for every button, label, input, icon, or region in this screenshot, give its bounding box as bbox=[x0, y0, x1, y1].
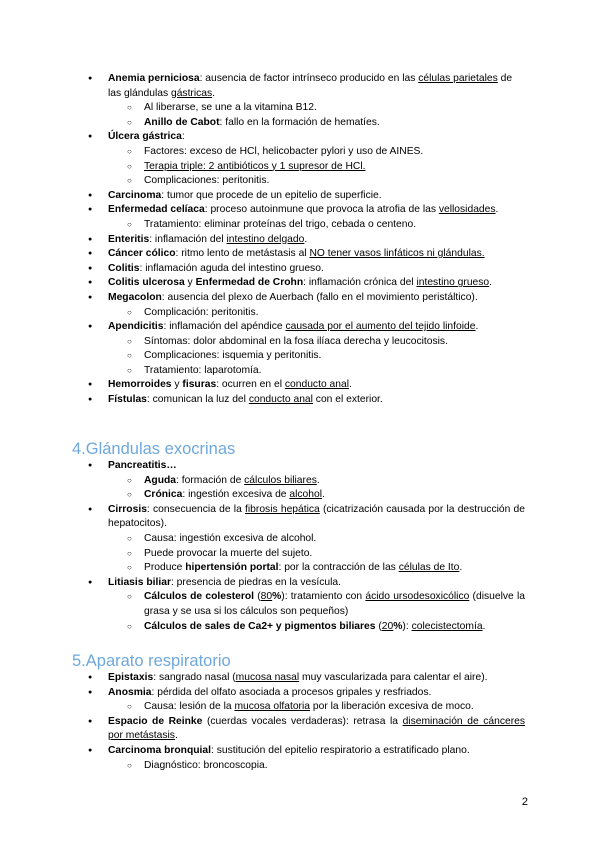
pathology-list-digestive bbox=[0, 72, 600, 408]
list-item: ● Colitis ulcerosa y Enfermedad de Crohn: inflamación crónica del intestino grueso. bbox=[0, 276, 600, 291]
list-item: ● Anemia perniciosa: ausencia de factor intrínseco producido en las células parietales de las glándulas gástricas. bbox=[0, 72, 600, 101]
list-item: ● Cirrosis: consecuencia de la fibrosis hepática (cicatrización causada por la destrucción de hepatocitos). bbox=[0, 503, 600, 532]
pathology-list-glands bbox=[0, 459, 600, 634]
list-item: ● Carcinoma: tumor que procede de un epitelio de superficie. bbox=[0, 189, 600, 204]
sub-list-item: ○ Anillo de Cabot: fallo en la formación de hematíes. bbox=[0, 116, 600, 131]
sub-list-item: ○ Puede provocar la muerte del sujeto. bbox=[0, 547, 600, 562]
list-item: ● Pancreatitis… bbox=[0, 459, 600, 474]
list-item: ● Espacio de Reinke (cuerdas vocales verdaderas): retrasa la diseminación de cánceres por metástasis. bbox=[0, 715, 600, 744]
sub-list-item: ○ Al liberarse, se une a la vitamina B12. bbox=[0, 101, 600, 116]
section-heading-glandulas: 4.Glándulas exocrinas bbox=[72, 440, 236, 458]
sub-list-item: ○ Crónica: ingestión excesiva de alcohol. bbox=[0, 488, 600, 503]
list-item: ● Litiasis biliar: presencia de piedras en la vesícula. bbox=[0, 576, 600, 591]
sub-list-item: ○ Complicaciones: isquemia y peritonitis. bbox=[0, 349, 600, 364]
list-item: ● Enfermedad celíaca: proceso autoinmune que provoca la atrofia de las vellosidades. bbox=[0, 203, 600, 218]
sub-list-item: ○ Aguda: formación de cálculos biliares. bbox=[0, 474, 600, 489]
sub-list-item: ○ Cálculos de colesterol (80%): tratamiento con ácido ursodesoxicólico (disuelve la grasa y se usa si los cálculos son pequeños) bbox=[0, 590, 600, 619]
sub-list-item: ○ Causa: lesión de la mucosa olfatoria por la liberación excesiva de moco. bbox=[0, 700, 600, 715]
sub-list-item: ○ Causa: ingestión excesiva de alcohol. bbox=[0, 532, 600, 547]
list-item: ● Colitis: inflamación aguda del intestino grueso. bbox=[0, 262, 600, 277]
list-item: ● Epistaxis: sangrado nasal (mucosa nasal muy vascularizada para calentar el aire). bbox=[0, 671, 600, 686]
list-item: ● Úlcera gástrica: bbox=[0, 130, 600, 145]
list-item: ● Cáncer cólico: ritmo lento de metástasis al NO tener vasos linfáticos ni glándulas. bbox=[0, 247, 600, 262]
list-item: ● Enteritis: inflamación del intestino delgado. bbox=[0, 233, 600, 248]
sub-list-item: ○ Produce hipertensión portal: por la contracción de las células de Ito. bbox=[0, 561, 600, 576]
section-heading-respiratorio: 5.Aparato respiratorio bbox=[72, 652, 231, 670]
sub-list-item: ○ Complicación: peritonitis. bbox=[0, 306, 600, 321]
sub-list-item: ○ Tratamiento: laparotomía. bbox=[0, 364, 600, 379]
list-item: ● Megacolon: ausencia del plexo de Auerbach (fallo en el movimiento peristáltico). bbox=[0, 291, 600, 306]
list-item: ● Apendicitis: inflamación del apéndice causada por el aumento del tejido linfoide. bbox=[0, 320, 600, 335]
sub-list-item: ○ Cálculos de sales de Ca2+ y pigmentos biliares (20%): colecistectomía. bbox=[0, 620, 600, 635]
pathology-list-respiratory bbox=[0, 671, 600, 773]
sub-list-item: ○ Complicaciones: peritonitis. bbox=[0, 174, 600, 189]
list-item: ● Carcinoma bronquial: sustitución del epitelio respiratorio a estratificado plano. bbox=[0, 744, 600, 759]
sub-list-item: ○ Tratamiento: eliminar proteínas del trigo, cebada o centeno. bbox=[0, 218, 600, 233]
sub-list-item: ○ Diagnóstico: broncoscopia. bbox=[0, 759, 600, 774]
sub-list-item: ○ Factores: exceso de HCl, helicobacter pylori y uso de AINES. bbox=[0, 145, 600, 160]
sub-list-item: ○ Terapia triple: 2 antibióticos y 1 supresor de HCl. bbox=[0, 160, 600, 175]
list-item: ● Hemorroides y fisuras: ocurren en el conducto anal. bbox=[0, 378, 600, 393]
list-item: ● Fístulas: comunican la luz del conducto anal con el exterior. bbox=[0, 393, 600, 408]
sub-list-item: ○ Síntomas: dolor abdominal en la fosa ilíaca derecha y leucocitosis. bbox=[0, 335, 600, 350]
page-number: 2 bbox=[521, 796, 528, 808]
list-item: ● Anosmia: pérdida del olfato asociada a procesos gripales y resfriados. bbox=[0, 686, 600, 701]
